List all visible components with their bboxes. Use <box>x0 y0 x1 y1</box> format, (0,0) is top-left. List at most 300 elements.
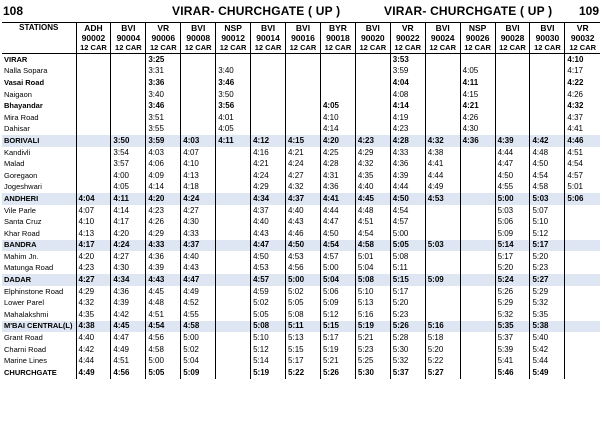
departure-time <box>565 321 600 333</box>
departure-time: 4:43 <box>146 274 181 286</box>
departure-time <box>216 367 251 379</box>
departure-time: 4:10 <box>567 54 584 64</box>
departure-time: 4:06 <box>146 158 181 170</box>
departure-time: 4:57 <box>390 216 425 228</box>
departure-time <box>181 89 216 101</box>
departure-time <box>251 100 286 112</box>
departure-time: 4:36 <box>146 251 181 263</box>
departure-time <box>460 297 495 309</box>
station-name: Mahim Jn. <box>2 251 76 263</box>
timetable-row <box>2 100 600 112</box>
departure-time: 4:38 <box>76 321 111 333</box>
departure-time: 4:11 <box>460 77 495 89</box>
departure-time: 4:27 <box>76 274 111 286</box>
departure-time <box>251 89 286 101</box>
departure-time: 4:44 <box>320 205 355 217</box>
departure-time: 5:15 <box>320 321 355 333</box>
departure-time <box>565 344 600 356</box>
departure-time: 5:10 <box>355 286 390 298</box>
departure-time: 4:20 <box>320 135 355 147</box>
departure-time: 4:30 <box>460 124 495 136</box>
departure-time <box>111 112 146 124</box>
departure-time: 3:51 <box>146 112 181 124</box>
departure-time <box>425 205 460 217</box>
departure-time: 4:17 <box>76 240 111 252</box>
departure-time <box>181 124 216 136</box>
departure-time: 5:11 <box>390 263 425 275</box>
departure-time: 4:24 <box>251 170 286 182</box>
departure-time <box>111 89 146 101</box>
departure-time: 5:20 <box>390 297 425 309</box>
departure-time: 4:58 <box>530 182 565 194</box>
departure-time: 3:36 <box>146 77 181 89</box>
station-name: Mira Road <box>2 112 76 124</box>
departure-time <box>495 89 530 101</box>
departure-time <box>565 274 600 286</box>
departure-time <box>216 355 251 367</box>
departure-time: 5:00 <box>495 193 530 205</box>
departure-time: 5:10 <box>251 332 286 344</box>
departure-time <box>286 124 321 136</box>
departure-time: 4:05 <box>216 124 251 136</box>
departure-time: 4:49 <box>425 182 460 194</box>
departure-time <box>565 286 600 298</box>
train-car-count: 12 CAR <box>76 43 111 54</box>
departure-time: 4:20 <box>146 193 181 205</box>
departure-time: 4:11 <box>111 193 146 205</box>
departure-time <box>460 205 495 217</box>
departure-time: 5:01 <box>567 182 583 192</box>
departure-time: 4:05 <box>320 100 355 112</box>
departure-time: 4:40 <box>76 332 111 344</box>
departure-time: 5:12 <box>530 228 565 240</box>
departure-time: 5:01 <box>355 251 390 263</box>
departure-time <box>460 251 495 263</box>
timetable-body <box>2 54 600 379</box>
departure-time: 4:28 <box>390 135 425 147</box>
departure-time: 4:50 <box>251 251 286 263</box>
departure-time <box>565 240 600 252</box>
station-name: Vile Parle <box>2 205 76 217</box>
departure-time: 3:59 <box>146 135 181 147</box>
departure-time <box>286 77 321 89</box>
right-page-number: 109 <box>578 4 599 18</box>
departure-time: 5:15 <box>286 344 321 356</box>
departure-time: 3:31 <box>146 66 181 78</box>
departure-time <box>460 170 495 182</box>
departure-time: 4:56 <box>146 332 181 344</box>
departure-time: 4:12 <box>251 135 286 147</box>
departure-time: 3:53 <box>390 54 425 66</box>
departure-time: 4:47 <box>495 158 530 170</box>
departure-time: 5:09 <box>320 297 355 309</box>
departure-time: 4:18 <box>181 182 216 194</box>
departure-time: 4:33 <box>146 240 181 252</box>
departure-time <box>460 193 495 205</box>
departure-time: 4:56 <box>111 367 146 379</box>
departure-time: 5:32 <box>530 297 565 309</box>
departure-time: 4:20 <box>76 251 111 263</box>
departure-time: 5:03 <box>495 205 530 217</box>
departure-time: 5:12 <box>251 344 286 356</box>
departure-time <box>460 355 495 367</box>
departure-time <box>320 54 355 66</box>
departure-time: 4:48 <box>146 297 181 309</box>
train-car-count: 12 CAR <box>565 43 600 54</box>
train-origin: BVI <box>181 23 216 34</box>
timetable-row <box>2 158 600 170</box>
departure-time: 5:07 <box>530 205 565 217</box>
departure-time: 5:27 <box>425 367 460 379</box>
train-origin: ADH <box>76 23 111 34</box>
departure-time <box>181 77 216 89</box>
departure-time: 5:00 <box>286 274 321 286</box>
timetable-row <box>2 182 600 194</box>
departure-time <box>460 216 495 228</box>
departure-time <box>425 100 460 112</box>
train-number: 90016 <box>286 33 321 43</box>
departure-time <box>530 112 565 124</box>
departure-time: 4:49 <box>181 286 216 298</box>
departure-time <box>216 309 251 321</box>
departure-time: 5:02 <box>251 297 286 309</box>
departure-time: 4:29 <box>355 147 390 159</box>
departure-time: 5:00 <box>146 355 181 367</box>
departure-time: 5:22 <box>425 355 460 367</box>
departure-time <box>251 66 286 78</box>
departure-time: 5:29 <box>495 297 530 309</box>
departure-time: 4:14 <box>111 205 146 217</box>
departure-time: 4:53 <box>425 193 460 205</box>
train-number: 90024 <box>425 33 460 43</box>
departure-time: 4:50 <box>495 170 530 182</box>
departure-time: 3:46 <box>216 77 251 89</box>
stations-header-blank <box>2 43 76 54</box>
departure-time: 5:21 <box>320 355 355 367</box>
departure-time: 4:48 <box>355 205 390 217</box>
departure-time <box>111 124 146 136</box>
departure-time: 4:22 <box>567 77 584 87</box>
departure-time: 5:11 <box>286 321 321 333</box>
right-page-title: VIRAR- CHURCHGATE ( UP ) <box>384 4 553 18</box>
departure-time: 4:40 <box>355 182 390 194</box>
departure-time: 4:56 <box>286 263 321 275</box>
departure-time: 4:04 <box>390 77 425 89</box>
departure-time: 4:36 <box>111 286 146 298</box>
departure-time <box>425 66 460 78</box>
departure-time: 4:07 <box>76 205 111 217</box>
departure-time <box>111 54 146 66</box>
departure-time <box>76 135 111 147</box>
departure-time <box>425 54 460 66</box>
departure-time: 4:01 <box>216 112 251 124</box>
timetable-header <box>2 23 600 54</box>
departure-time <box>530 77 565 89</box>
departure-time: 5:06 <box>565 193 600 205</box>
departure-time <box>76 112 111 124</box>
departure-time: 4:44 <box>76 355 111 367</box>
departure-time: 4:23 <box>76 263 111 275</box>
departure-time: 4:47 <box>320 216 355 228</box>
departure-time: 4:45 <box>111 321 146 333</box>
departure-time <box>286 54 321 66</box>
train-number: 90004 <box>111 33 146 43</box>
departure-time <box>425 286 460 298</box>
departure-time: 4:46 <box>565 135 600 147</box>
departure-time: 5:05 <box>390 240 425 252</box>
departure-time: 4:16 <box>251 147 286 159</box>
departure-time: 4:48 <box>530 147 565 159</box>
departure-time <box>286 89 321 101</box>
departure-time: 4:39 <box>111 297 146 309</box>
departure-time: 5:38 <box>530 321 565 333</box>
station-name: Nalla Sopara <box>2 66 76 78</box>
departure-time: 5:09 <box>181 367 216 379</box>
departure-time <box>425 216 460 228</box>
departure-time <box>565 205 600 217</box>
departure-time <box>76 158 111 170</box>
departure-time <box>181 54 216 66</box>
departure-time: 5:17 <box>320 332 355 344</box>
departure-time: 4:51 <box>111 355 146 367</box>
departure-time: 4:03 <box>146 147 181 159</box>
train-car-count: 12 CAR <box>460 43 495 54</box>
departure-time: 5:16 <box>355 309 390 321</box>
departure-time: 5:06 <box>320 286 355 298</box>
departure-time: 4:47 <box>111 332 146 344</box>
departure-time <box>460 228 495 240</box>
departure-time: 4:25 <box>320 147 355 159</box>
departure-time: 4:28 <box>320 158 355 170</box>
departure-time: 4:33 <box>390 147 425 159</box>
departure-time: 4:30 <box>111 263 146 275</box>
departure-time <box>425 297 460 309</box>
departure-time <box>216 158 251 170</box>
departure-time: 5:30 <box>390 344 425 356</box>
train-origin: BVI <box>530 23 565 34</box>
departure-time: 5:21 <box>355 332 390 344</box>
departure-time: 4:43 <box>181 263 216 275</box>
departure-time: 4:23 <box>390 124 425 136</box>
departure-time: 5:04 <box>181 355 216 367</box>
departure-time: 5:40 <box>530 332 565 344</box>
departure-time <box>425 89 460 101</box>
train-car-count: 12 CAR <box>286 43 321 54</box>
departure-time <box>320 66 355 78</box>
timetable-row <box>2 89 600 101</box>
departure-time <box>111 77 146 89</box>
train-origin: NSP <box>216 23 251 34</box>
station-name: Marine Lines <box>2 355 76 367</box>
departure-time: 4:41 <box>425 158 460 170</box>
departure-time: 4:54 <box>146 321 181 333</box>
departure-time <box>565 332 600 344</box>
departure-time <box>565 309 600 321</box>
departure-time: 4:40 <box>286 205 321 217</box>
departure-time: 4:47 <box>251 240 286 252</box>
timetable-row <box>2 332 600 344</box>
departure-time: 4:21 <box>460 100 495 112</box>
timetable-row <box>2 367 600 379</box>
departure-time: 5:10 <box>530 216 565 228</box>
departure-time <box>216 297 251 309</box>
departure-time: 4:05 <box>460 66 495 78</box>
departure-time: 4:57 <box>567 170 583 180</box>
train-car-count: 12 CAR <box>495 43 530 54</box>
departure-time: 4:49 <box>76 367 111 379</box>
departure-time: 4:10 <box>181 158 216 170</box>
departure-time: 4:50 <box>320 228 355 240</box>
departure-time: 5:35 <box>495 321 530 333</box>
timetable-row <box>2 54 600 66</box>
departure-time: 5:00 <box>390 228 425 240</box>
departure-time: 5:13 <box>286 332 321 344</box>
departure-time: 4:44 <box>425 170 460 182</box>
train-car-count: 12 CAR <box>355 43 390 54</box>
departure-time: 5:18 <box>425 332 460 344</box>
departure-time: 5:05 <box>146 367 181 379</box>
departure-time: 4:43 <box>251 228 286 240</box>
departure-time <box>460 321 495 333</box>
departure-time: 4:29 <box>76 286 111 298</box>
departure-time: 4:17 <box>567 66 583 76</box>
train-origin: BVI <box>251 23 286 34</box>
departure-time <box>495 77 530 89</box>
departure-time <box>286 112 321 124</box>
left-page-number: 108 <box>3 4 24 18</box>
departure-time: 5:03 <box>530 193 565 205</box>
timetable-row <box>2 216 600 228</box>
departure-time: 4:03 <box>181 135 216 147</box>
departure-time: 5:32 <box>390 355 425 367</box>
departure-time: 5:17 <box>390 286 425 298</box>
departure-time: 5:17 <box>495 251 530 263</box>
departure-time: 5:32 <box>495 309 530 321</box>
departure-time <box>565 263 600 275</box>
departure-time: 4:24 <box>286 158 321 170</box>
departure-time: 4:58 <box>146 344 181 356</box>
departure-time: 4:51 <box>355 216 390 228</box>
departure-time: 4:26 <box>567 89 583 99</box>
departure-time <box>251 124 286 136</box>
train-number: 90030 <box>530 33 565 43</box>
departure-time <box>181 112 216 124</box>
departure-time: 4:27 <box>111 251 146 263</box>
train-car-count: 12 CAR <box>390 43 425 54</box>
timetable-row <box>2 124 600 136</box>
departure-time: 5:05 <box>286 297 321 309</box>
departure-time <box>355 112 390 124</box>
departure-time: 4:53 <box>251 263 286 275</box>
departure-time: 4:47 <box>181 274 216 286</box>
departure-time: 5:08 <box>251 321 286 333</box>
departure-time: 3:40 <box>216 66 251 78</box>
station-name: Bhayandar <box>2 100 76 112</box>
departure-time: 4:37 <box>251 205 286 217</box>
departure-time: 4:32 <box>355 158 390 170</box>
train-origin: BVI <box>355 23 390 34</box>
train-origin: BVI <box>425 23 460 34</box>
departure-time: 3:50 <box>216 89 251 101</box>
departure-time: 4:32 <box>76 297 111 309</box>
departure-time <box>460 274 495 286</box>
departure-time: 5:35 <box>530 309 565 321</box>
timetable-row <box>2 147 600 159</box>
departure-time: 5:09 <box>425 274 460 286</box>
departure-time: 4:20 <box>111 228 146 240</box>
departure-time: 4:37 <box>181 240 216 252</box>
departure-time <box>565 251 600 263</box>
departure-time <box>355 66 390 78</box>
departure-time: 5:26 <box>495 286 530 298</box>
departure-time: 4:42 <box>111 309 146 321</box>
departure-time: 4:50 <box>530 158 565 170</box>
departure-time: 5:37 <box>390 367 425 379</box>
departure-time <box>425 124 460 136</box>
departure-time: 4:34 <box>111 274 146 286</box>
departure-time: 5:09 <box>495 228 530 240</box>
departure-time <box>565 228 600 240</box>
departure-time: 5:42 <box>530 344 565 356</box>
departure-time: 4:42 <box>530 135 565 147</box>
station-name: M'BAI CENTRAL(L) <box>2 321 76 333</box>
station-name: Mahalakshmi <box>2 309 76 321</box>
departure-time: 5:02 <box>181 344 216 356</box>
departure-time: 4:24 <box>111 240 146 252</box>
departure-time <box>530 100 565 112</box>
departure-time <box>530 54 565 66</box>
departure-time: 5:29 <box>530 286 565 298</box>
departure-time: 4:36 <box>390 158 425 170</box>
departure-time: 4:52 <box>181 297 216 309</box>
stations-header: STATIONS <box>2 23 76 34</box>
departure-time <box>76 54 111 66</box>
train-number: 90032 <box>570 33 595 43</box>
departure-time: 4:36 <box>320 182 355 194</box>
train-origin: BVI <box>111 23 146 34</box>
departure-time: 4:21 <box>286 147 321 159</box>
departure-time <box>425 112 460 124</box>
departure-time: 3:54 <box>111 147 146 159</box>
departure-time <box>111 100 146 112</box>
stations-header-blank <box>2 33 76 43</box>
departure-time: 4:32 <box>425 135 460 147</box>
departure-time: 4:57 <box>251 274 286 286</box>
departure-time: 5:19 <box>320 344 355 356</box>
departure-time: 4:53 <box>286 251 321 263</box>
departure-time: 5:37 <box>495 332 530 344</box>
departure-time: 4:10 <box>76 216 111 228</box>
departure-time: 5:03 <box>425 240 460 252</box>
train-number: 90002 <box>76 33 111 43</box>
departure-time: 3:25 <box>146 54 181 66</box>
departure-time: 4:33 <box>181 228 216 240</box>
station-name: VIRAR <box>2 54 76 66</box>
timetable-row <box>2 286 600 298</box>
departure-time: 4:50 <box>286 240 321 252</box>
departure-time: 5:15 <box>390 274 425 286</box>
torn-page-edge <box>0 404 602 438</box>
departure-time: 4:32 <box>286 182 321 194</box>
timetable-row <box>2 344 600 356</box>
departure-time: 4:14 <box>320 124 355 136</box>
timetable-row <box>2 66 600 78</box>
departure-time: 4:55 <box>495 182 530 194</box>
timetable-row <box>2 355 600 367</box>
departure-time <box>216 321 251 333</box>
departure-time <box>495 112 530 124</box>
departure-time: 5:17 <box>530 240 565 252</box>
